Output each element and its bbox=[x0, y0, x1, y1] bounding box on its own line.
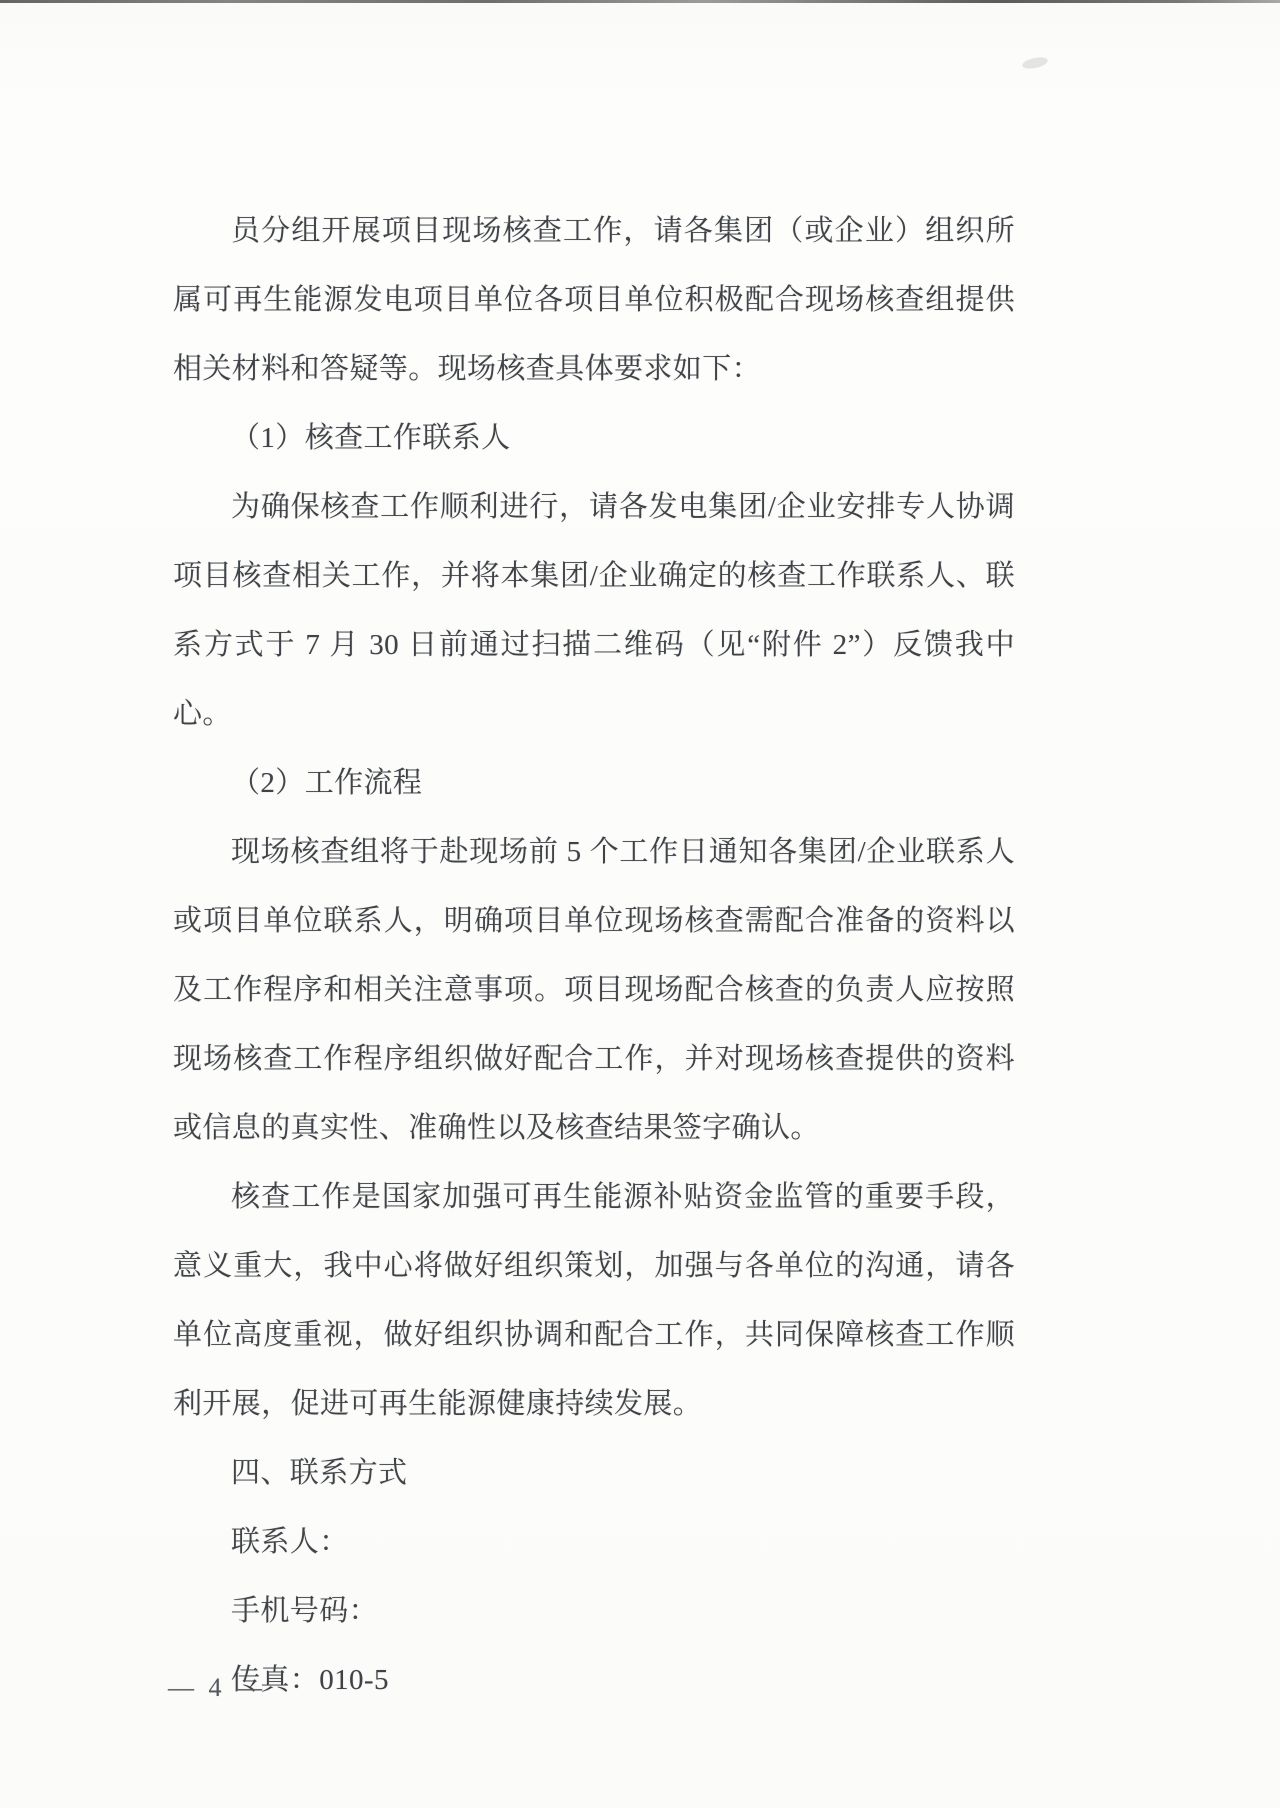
subheading-verification-contact-person: （1）核查工作联系人 bbox=[231, 422, 511, 454]
page-number: — 4 — bbox=[168, 1673, 266, 1702]
line-mobile-number-label: 手机号码： bbox=[231, 1595, 379, 1627]
paragraph-significance-and-cooperation: 核查工作是国家加强可再生能源补贴资金监管的重要手段，意义重大，我中心将做好组织策划，加强与各单位的沟通，请各单位高度重视，做好组织协调和配合工作，共同保障核查工作顺利开展，促进可再生能源健康持续发展。 bbox=[173, 1181, 1015, 1420]
line-fax-number: 传真：010-5 bbox=[231, 1664, 389, 1696]
paragraph-continued-from-previous-page: 员分组开展项目现场核查工作，请各集团（或企业）组织所属可再生能源发电项目单位各项目单位积极配合现场核查组提供相关材料和答疑等。现场核查具体要求如下： bbox=[173, 215, 1015, 385]
line-contact-person-label: 联系人： bbox=[231, 1526, 349, 1558]
document-body bbox=[173, 197, 1015, 1715]
paragraph-contact-person-requirements: 为确保核查工作顺利进行，请各发电集团/企业安排专人协调项目核查相关工作，并将本集团/企业确定的核查工作联系人、联系方式于 7 月 30 日前通过扫描二维码（见“附件 2”）反馈我中心。 bbox=[173, 491, 1015, 730]
subheading-work-process: （2）工作流程 bbox=[231, 767, 423, 799]
scan-top-edge-artifact bbox=[0, 0, 1280, 3]
paragraph-onsite-verification-process: 现场核查组将于赴现场前 5 个工作日通知各集团/企业联系人或项目单位联系人，明确项目单位现场核查需配合准备的资料以及工作程序和相关注意事项。项目现场配合核查的负责人应按照现场核查工作程序组织做好配合工作，并对现场核查提供的资料或信息的真实性、准确性以及核查结果签字确认。 bbox=[173, 836, 1015, 1144]
scan-smudge-artifact bbox=[1021, 55, 1049, 70]
heading-contact-information: 四、联系方式 bbox=[231, 1457, 408, 1489]
